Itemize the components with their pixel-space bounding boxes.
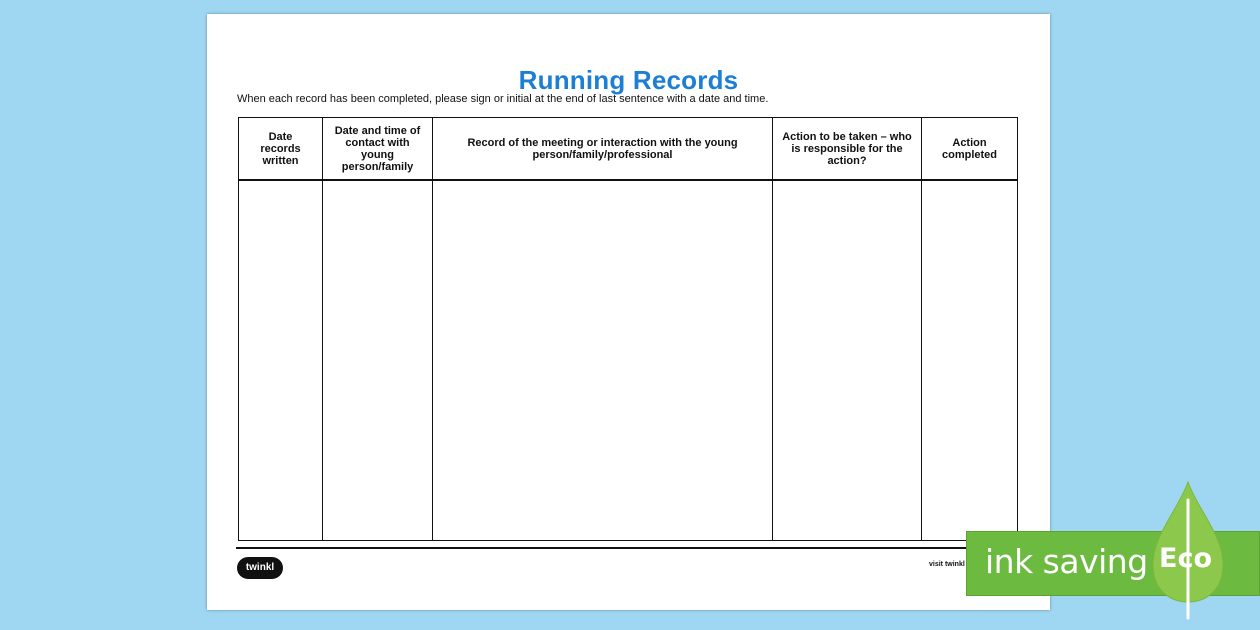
header-action-to-be-taken: Action to be taken – who is responsible for the action?	[773, 118, 922, 181]
cell-date-records-written[interactable]	[239, 180, 323, 541]
eco-badge-text: Eco	[1159, 543, 1212, 574]
header-record-of-meeting: Record of the meeting or interaction with the young person/family/professional	[433, 118, 773, 181]
ink-saving-text: ink saving	[985, 542, 1148, 581]
cell-action-completed[interactable]	[922, 180, 1018, 541]
footer-website-link[interactable]: visit twinkl	[929, 561, 965, 568]
table-row	[239, 180, 1018, 541]
cell-record-of-meeting[interactable]	[433, 180, 773, 541]
header-date-records-written: Date records written	[239, 118, 323, 181]
header-date-time-contact: Date and time of contact with young person/family	[323, 118, 433, 181]
footer-divider	[236, 547, 1019, 549]
cell-date-time-contact[interactable]	[323, 180, 433, 541]
cell-action-to-be-taken[interactable]	[773, 180, 922, 541]
page-title: Running Records	[518, 65, 739, 95]
instructions-text: When each record has been completed, please sign or initial at the end of last sentence with a date and time.	[237, 93, 769, 105]
twinkl-logo: twinkl	[237, 557, 283, 579]
running-records-table	[238, 117, 1018, 541]
table-header-row	[239, 118, 1018, 181]
header-action-completed: Action completed	[922, 118, 1018, 181]
worksheet-page	[207, 14, 1050, 610]
